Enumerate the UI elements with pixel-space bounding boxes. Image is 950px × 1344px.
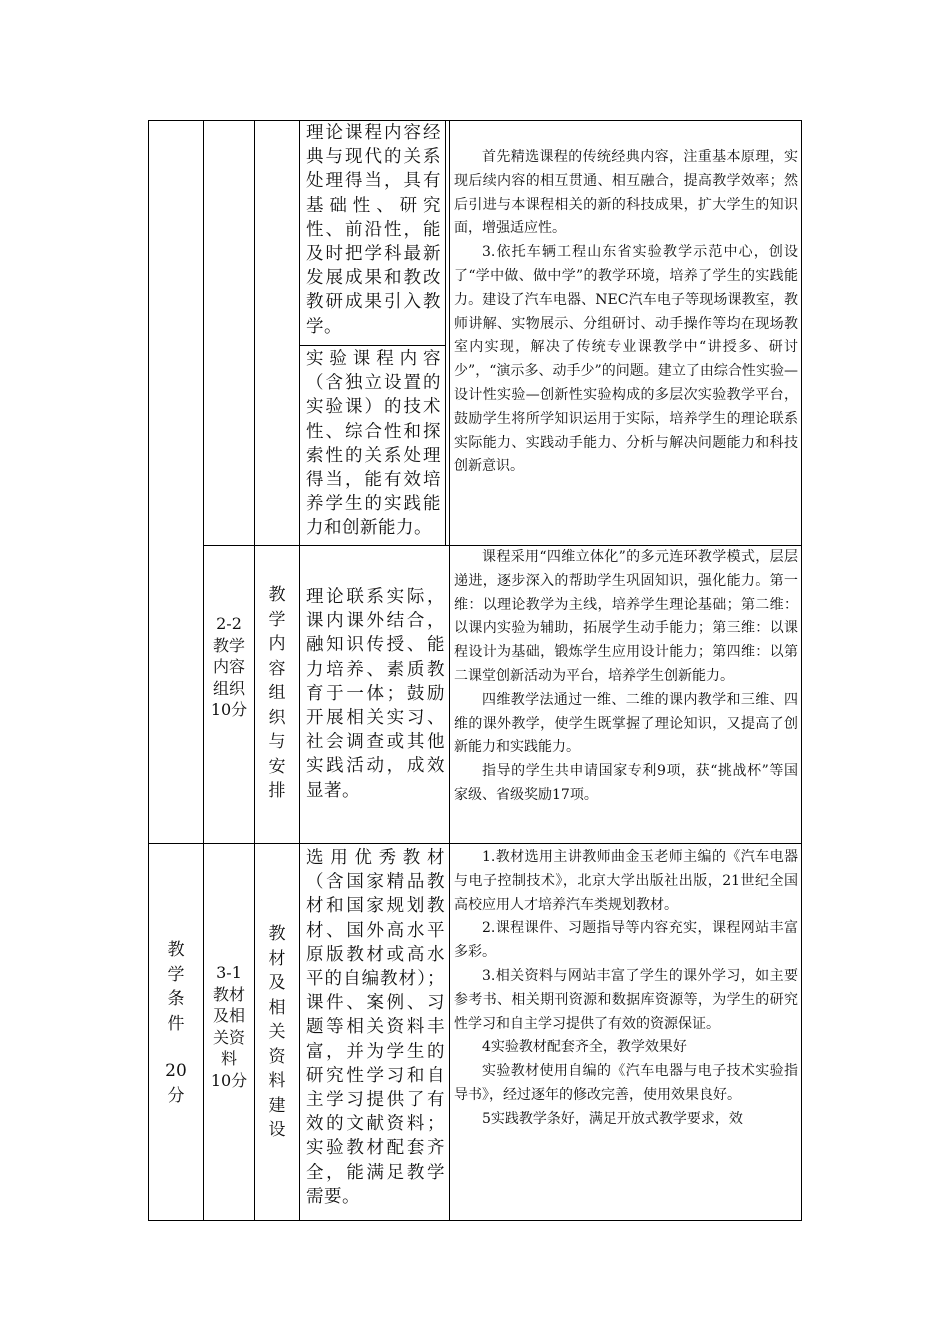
topic-char: 教 xyxy=(268,585,286,605)
category-char: 条 xyxy=(167,989,185,1009)
table-top-border xyxy=(148,120,802,121)
col-border-4a xyxy=(445,120,446,546)
category-char: 学 xyxy=(167,964,185,985)
description-paragraph: 4实验教材配套齐全，教学效果好 xyxy=(482,1039,687,1056)
topic-char: 教 xyxy=(268,924,286,944)
description-section3 xyxy=(450,844,801,1220)
topic-char: 织 xyxy=(268,707,286,728)
subitem-line: 及相 xyxy=(212,1006,245,1025)
evaluation-table xyxy=(148,120,802,1221)
description-paragraph: 1.教材选用主讲教师曲金玉老师主编的《汽车电器与电子控制技术》，北京大学出版社出版，21世纪全国高校应用人才培养汽车类规划教材。 xyxy=(454,849,798,913)
description-paragraph: 5实践教学条好，满足开放式教学要求，效 xyxy=(482,1110,743,1127)
description-paragraph: 3.依托车辆工程山东省实验教学示范中心，创设了“学中做、做中学”的教学环境，培养了学生的实践能力。建设了汽车电器、NEC汽车电子等现场课教室，教师讲解、实物展示、分组研讨、动手操作等均在现场教室内实现，解决了传统专业课教学中“讲授多、研讨少”，“演示多、动手少”的问题。建立了由综合性实验—设计性实验—创新性实验构成的多层次实验教学平台，鼓励学生将所学知识运用于实际，培养学生的理论联系实际能力、实践动手能力、分析与解决问题能力和科技创新意识。 xyxy=(454,244,798,475)
subitem-line: 10分 xyxy=(210,700,248,719)
subitem-line: 关资 xyxy=(212,1027,245,1047)
subitem-line: 3-1 xyxy=(216,963,242,982)
topic-char: 设 xyxy=(268,1120,286,1140)
subitem-line: 教学 xyxy=(212,635,245,655)
subitem-2-2-label xyxy=(204,613,254,721)
topic-char: 及 xyxy=(268,973,286,993)
subitem-line: 教材 xyxy=(212,984,245,1004)
topic-char: 组 xyxy=(268,683,286,703)
category-unit: 分 xyxy=(167,1085,185,1106)
topic-materials xyxy=(255,922,299,1143)
description-paragraph: 2.课程课件、习题指导等内容充实，课程网站丰富多彩。 xyxy=(454,920,798,961)
topic-char: 材 xyxy=(268,948,286,969)
category-score: 20 xyxy=(165,1061,187,1081)
subitem-line: 2-2 xyxy=(216,614,242,633)
topic-char: 资 xyxy=(268,1046,286,1067)
topic-char: 学 xyxy=(268,609,286,630)
description-section1 xyxy=(450,146,801,544)
table-bottom-border xyxy=(148,1220,802,1221)
description-paragraph: 3.相关资料与网站丰富了学生的课外学习，如主要参考书、相关期刊资源和数据库资源等，为学生的研究性学习和自主学习提供了有效的资源保证。 xyxy=(454,967,798,1032)
description-paragraph: 课程采用“四维立体化”的多元连环教学模式，层层递进，逐步深入的帮助学生巩固知识，强化能力。第一维：以理论教学为主线，培养学生理论基础；第二维：以课内实验为辅助，拓展学生动手能力；第三维：以课程设计为基础，锻炼学生应用设计能力；第四维：以第二课堂创新活动为平台，培养学生创新能力。 xyxy=(454,549,798,684)
topic-teaching-organization xyxy=(255,583,299,804)
description-paragraph: 四维教学法通过一维、二维的课内教学和三维、四维的课外教学，使学生既掌握了理论知识，又提高了创新能力和实践能力。 xyxy=(454,691,798,756)
description-paragraph: 指导的学生共申请国家专利9项，获“挑战杯”等国家级、省级奖励17项。 xyxy=(454,763,798,803)
subitem-line: 10分 xyxy=(210,1070,248,1090)
subitem-line: 内容 xyxy=(212,657,245,676)
topic-char: 排 xyxy=(268,781,286,801)
subitem-line: 料 xyxy=(220,1049,237,1068)
topic-char: 容 xyxy=(268,658,286,679)
topic-char: 与 xyxy=(268,732,286,752)
subitem-line: 组织 xyxy=(212,678,245,698)
col-border-5 xyxy=(801,120,802,1221)
description-paragraph: 实验教材使用自编的《汽车电器与电子技术实验指导书》，经过逐年的修改完善，使用效果良好。 xyxy=(454,1063,798,1103)
criteria-teaching-organization: 理论联系实际，课内课外结合，融知识传授、能力培养、素质教育于一体；鼓励开展相关实习、社会调查或其他实践活动，成效显著。 xyxy=(306,587,445,801)
topic-char: 相 xyxy=(268,997,286,1018)
description-section2 xyxy=(450,546,801,843)
topic-char: 关 xyxy=(268,1022,286,1042)
criteria-theory-content: 理论课程内容经典与现代的关系处理得当，具有基础性、研究性、前沿性，能及时把学科最新发展成果和教改教研成果引入教学。 xyxy=(306,123,441,337)
category-char: 件 xyxy=(167,1013,185,1034)
category-teaching-conditions xyxy=(149,938,203,1108)
topic-char: 内 xyxy=(268,634,286,654)
criteria-experiment-content: 实验课程内容（含独立设置的实验课）的技术性、综合性和探索性的关系处理得当，能有效培养学生的实践能力和创新能力。 xyxy=(306,349,441,539)
topic-char: 建 xyxy=(268,1095,286,1116)
topic-char: 安 xyxy=(268,756,286,777)
description-paragraph: 首先精选课程的传统经典内容，注重基本原理，实现后续内容的相互贯通、相互融合，提高教学效率；然后引进与本课程相关的新的科技成果，扩大学生的知识面，增强适应性。 xyxy=(454,149,798,237)
topic-char: 料 xyxy=(268,1071,286,1091)
subitem-3-1-label xyxy=(204,962,254,1091)
category-char: 教 xyxy=(167,940,185,960)
criteria-materials: 选用优秀教材（含国家精品教材和国家规划教材、国外高水平原版教材或高水平的自编教材）；课件、案例、习题等相关资料丰富，并为学生的研究性学习和自主学习提供了有效的文献资料；实验教材配套齐全，能满足教学需要。 xyxy=(306,848,445,1207)
